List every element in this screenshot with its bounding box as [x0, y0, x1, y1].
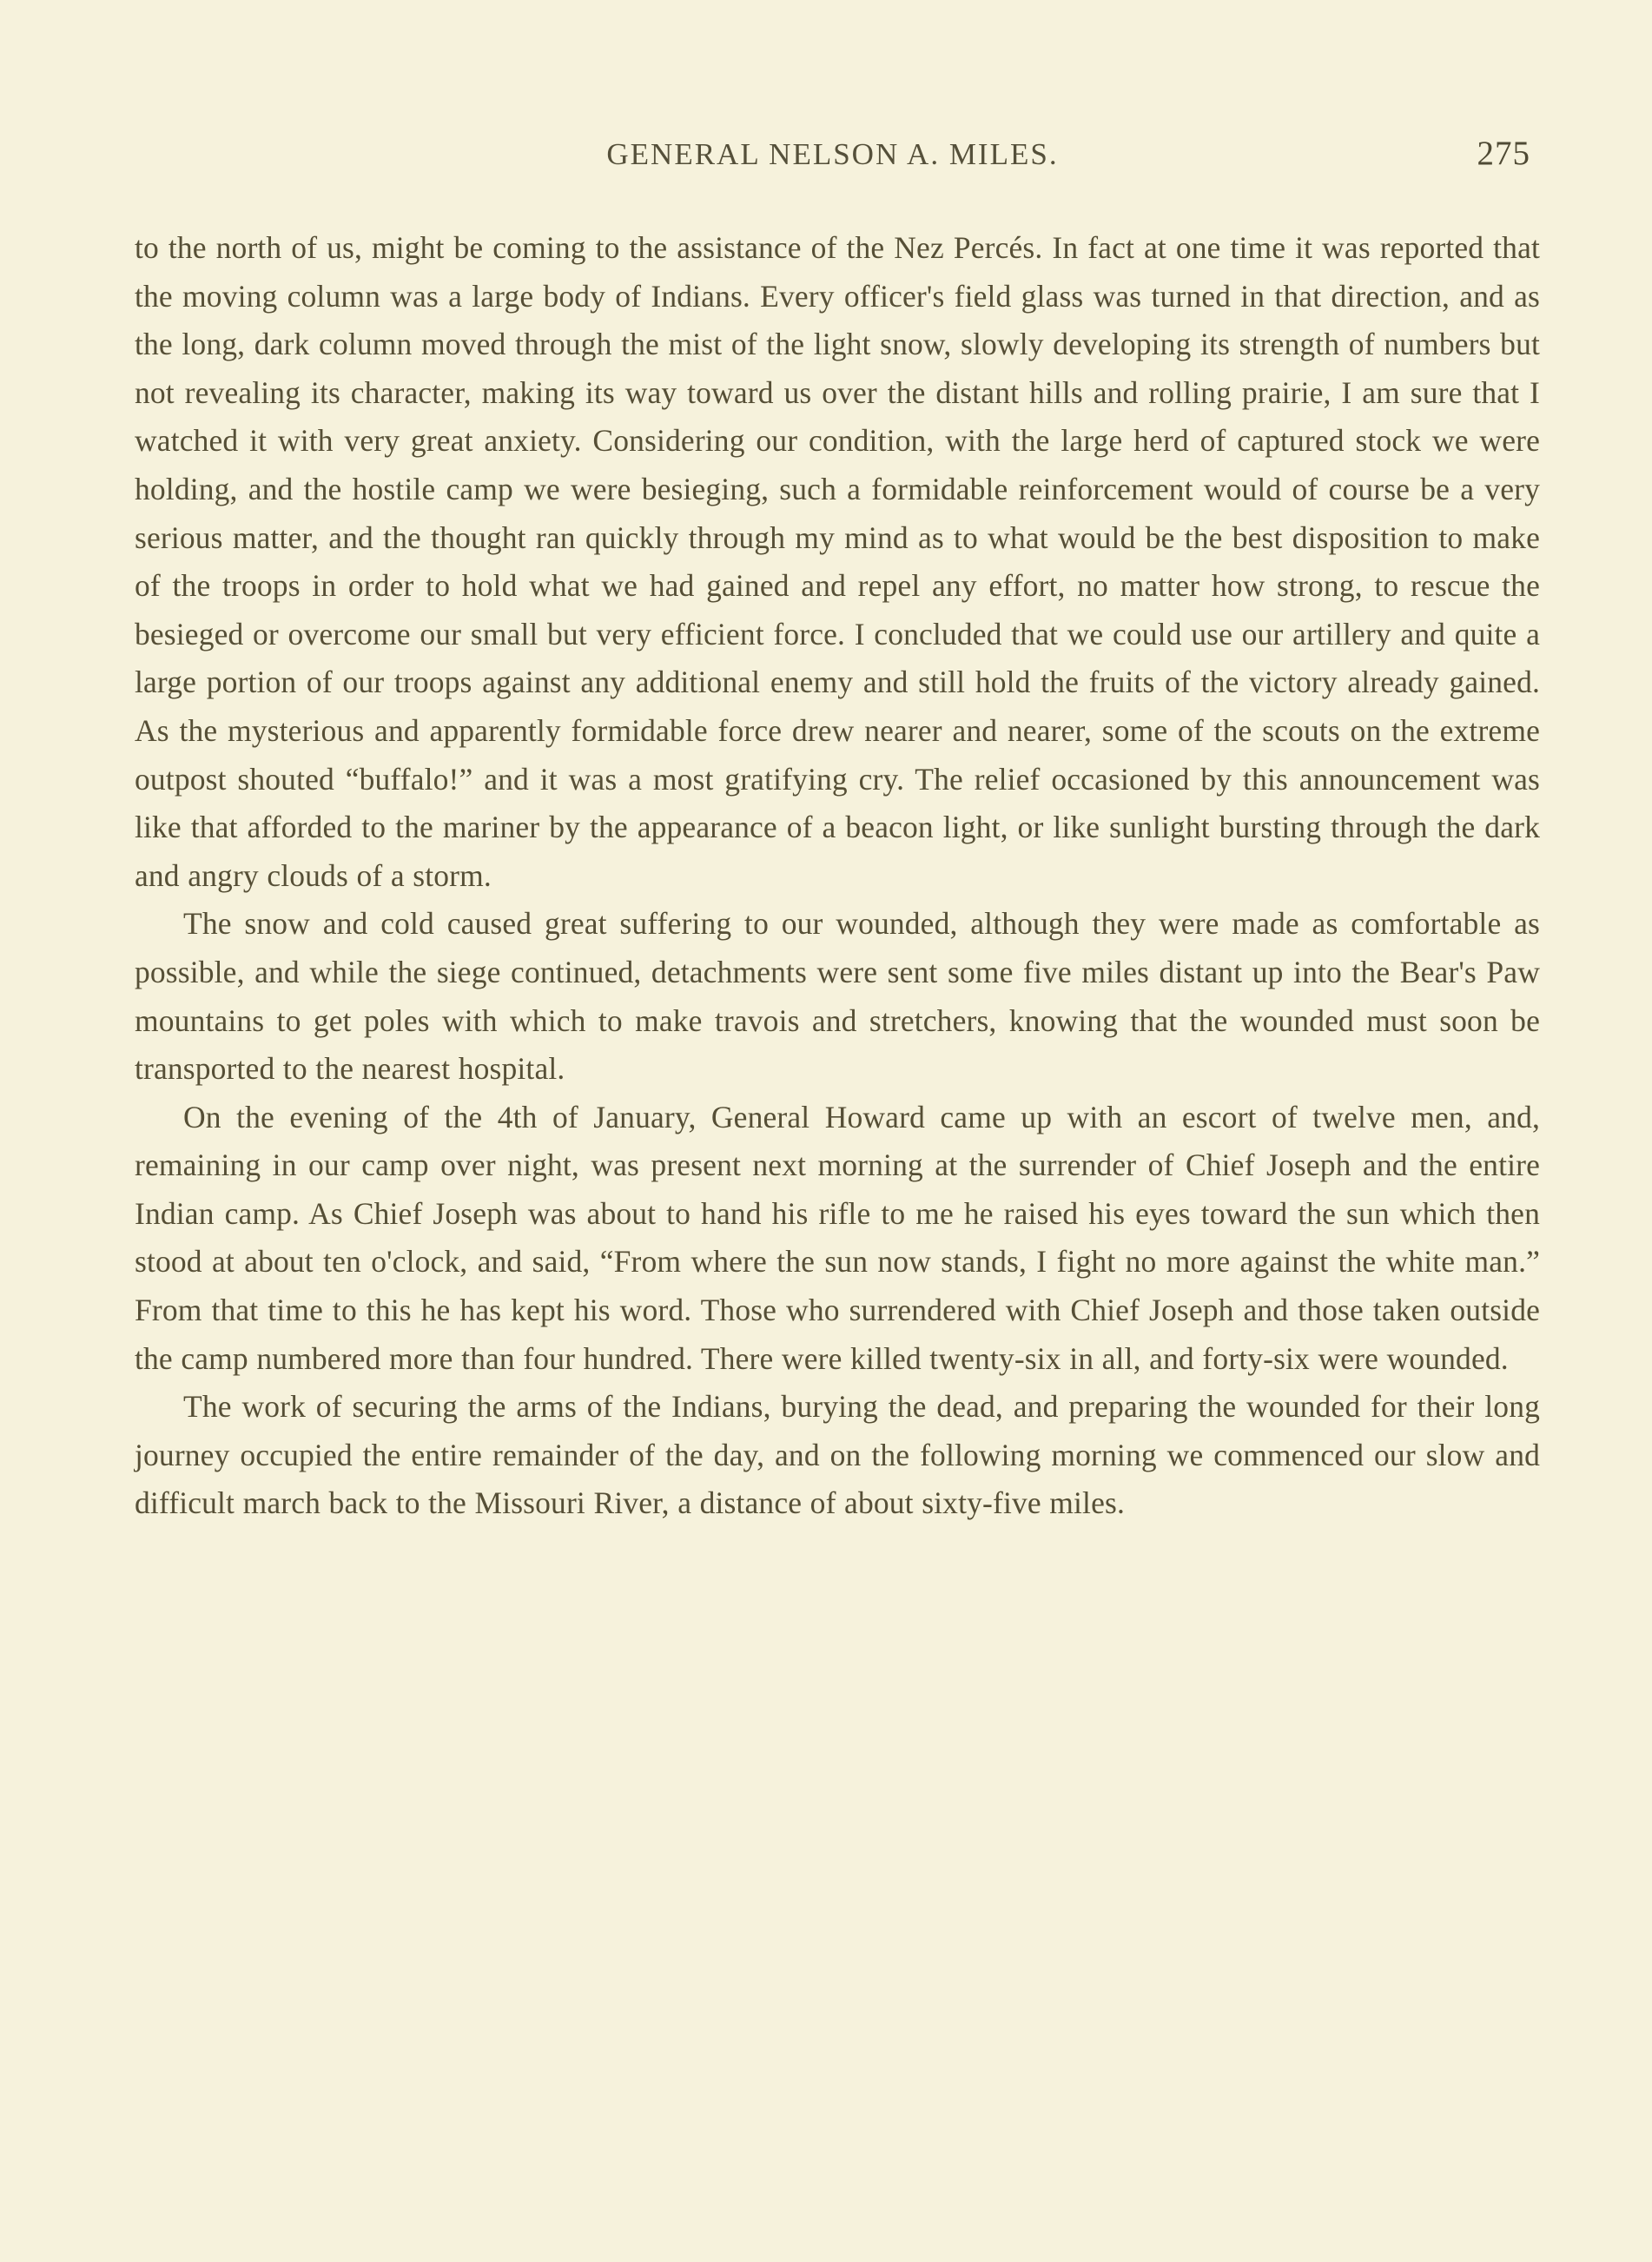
page-header [135, 137, 1530, 189]
paragraph-2: The snow and cold caused great suffering to our wounded, although they were made as comfortable as possible, and while the siege continued, detachments were sent some five miles distant up into the Bear's Paw mountains to get poles with which to make travois and stretchers, knowing that the wounded must soon be transported to the nearest hospital. [135, 906, 1540, 1087]
page-number: 275 [1477, 135, 1530, 172]
paragraph-1: to the north of us, might be coming to the assistance of the Nez Percés. In fact at one time it was reported that the moving column was a large body of Indians. Every officer's field glass was turned in that direction, and as the long, dark column moved through the mist of the light snow, slowly developing its strength of numbers but not revealing its character, making its way toward us over the distant hills and rolling prairie, I am sure that I watched it with very great anxiety. Considering our condition, with the large herd of captured stock we were holding, and the hostile camp we were besieging, such a formidable reinforcement would of course be a very serious matter, and the thought ran quickly through my mind as to what would be the best disposition to make of the troops in order to hold what we had gained and repel any effort, no matter how strong, to rescue the besieged or overcome our small but very efficient force. I concluded that we could use our artillery and quite a large portion of our troops against any additional enemy and still hold the fruits of the victory already gained. As the mysterious and apparently formidable force drew nearer and nearer, some of the scouts on the extreme outpost shouted “buffalo!” and it was a most gratifying cry. The relief occasioned by this announcement was like that afforded to the mariner by the appearance of a beacon light, or like sunlight bursting through the dark and angry clouds of a storm. [135, 230, 1540, 893]
paragraph-3: On the evening of the 4th of January, General Howard came up with an escort of twelve men, and, remaining in our camp over night, was present next morning at the surrender of Chief Joseph and the entire Indian camp. As Chief Joseph was about to hand his rifle to me he raised his eyes toward the sun which then stood at about ten o'clock, and said, “From where the sun now stands, I fight no more against the white man.” From that time to this he has kept his word. Those who surrendered with Chief Joseph and those taken outside the camp numbered more than four hundred. There were killed twenty-six in all, and forty-six were wounded. [135, 1099, 1540, 1376]
body-text [135, 224, 1540, 1528]
paragraph-4: The work of securing the arms of the Indians, burying the dead, and preparing the wounded for their long journey occupied the entire remainder of the day, and on the following morning we commenced our slow and difficult march back to the Missouri River, a distance of about sixty-five miles. [135, 1389, 1540, 1521]
running-title: GENERAL NELSON A. MILES. [606, 137, 1059, 171]
